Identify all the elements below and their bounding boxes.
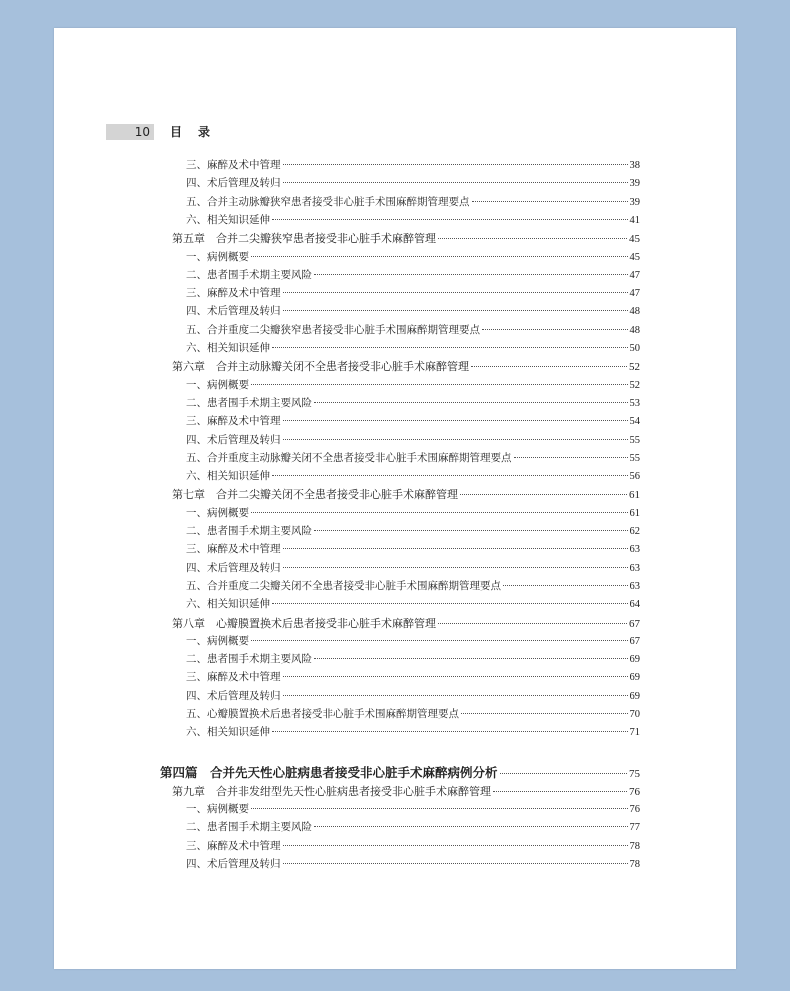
toc-entry-label: 第九章 合并非发绀型先天性心脏病患者接受非心脏手术麻醉管理 (172, 784, 491, 798)
toc-entry-label: 六、相关知识延伸 (186, 213, 270, 226)
toc-entry-page: 63 (629, 580, 640, 592)
toc-entry-page: 47 (629, 288, 640, 300)
toc-leader-dots (493, 791, 627, 792)
toc-entry-sec (186, 669, 640, 687)
toc-leader-dots (500, 773, 627, 774)
toc-entry-page: 53 (629, 397, 640, 409)
toc-entry-page: 56 (629, 471, 640, 483)
toc-leader-dots (272, 475, 628, 476)
toc-entry-page: 61 (629, 489, 640, 502)
toc-entry-label: 二、患者围手术期主要风险 (186, 525, 312, 537)
toc-entry-sec (186, 322, 640, 340)
toc-entry-sec (186, 856, 640, 874)
toc-leader-dots (471, 366, 627, 367)
toc-entry-label: 六、相关知识延伸 (186, 598, 270, 611)
toc-entry-sec (186, 541, 640, 559)
toc-entry-label: 三、麻醉及术中管理 (186, 415, 281, 428)
toc-leader-dots (251, 512, 628, 513)
toc-leader-dots (283, 164, 628, 165)
toc-entry-label: 一、病例概要 (186, 506, 249, 519)
toc-leader-dots (251, 256, 628, 257)
toc-entry-label: 一、病例概要 (186, 378, 249, 391)
toc-leader-dots (503, 585, 628, 586)
toc-entry-sec (186, 633, 640, 651)
toc-entry-label: 四、术后管理及转归 (186, 857, 281, 870)
toc-entry-label: 三、麻醉及术中管理 (186, 287, 281, 300)
toc-entry-label: 第四篇 合并先天性心脏病患者接受非心脏手术麻醉病例分析 (160, 764, 498, 780)
toc-entry-page: 77 (629, 822, 640, 834)
toc-entry-page: 78 (629, 840, 640, 852)
toc-entry-page: 67 (629, 635, 640, 647)
toc-entry-page: 63 (629, 544, 640, 556)
toc-entry-label: 第六章 合并主动脉瓣关闭不全患者接受非心脏手术麻醉管理 (172, 360, 469, 374)
toc-entry-sec (186, 706, 640, 724)
toc-entry-sec (186, 801, 640, 819)
toc-leader-dots (438, 623, 627, 624)
toc-entry-label: 三、麻醉及术中管理 (186, 543, 281, 556)
toc-entry-sec (186, 450, 640, 468)
toc-entry-label: 六、相关知识延伸 (186, 342, 270, 354)
toc-entry-chap (172, 783, 640, 801)
page-number: 10 (106, 124, 154, 140)
toc-leader-dots (272, 603, 628, 604)
toc-entry-part (160, 763, 640, 781)
toc-entry-page: 55 (629, 434, 640, 446)
toc-entry-page: 50 (629, 343, 640, 354)
toc-entry-label: 三、麻醉及术中管理 (186, 839, 281, 852)
toc-entry-label: 三、麻醉及术中管理 (186, 671, 281, 684)
toc-entry-page: 69 (629, 654, 640, 666)
toc-entry-page: 67 (629, 617, 640, 630)
toc-entry-label: 一、病例概要 (186, 634, 249, 647)
toc-entry-label: 六、相关知识延伸 (186, 470, 270, 483)
toc-entry-label: 第八章 心瓣膜置换术后患者接受非心脏手术麻醉管理 (172, 616, 436, 630)
toc-entry-chap (172, 230, 640, 248)
toc-entry-sec (186, 267, 640, 285)
toc-entry-page: 70 (629, 709, 640, 720)
toc-entry-page: 52 (629, 361, 640, 374)
toc-entry-sec (186, 468, 640, 486)
toc-leader-dots (283, 310, 628, 311)
toc-entry-label: 第七章 合并二尖瓣关闭不全患者接受非心脏手术麻醉管理 (172, 488, 458, 502)
toc-entry-page: 76 (629, 785, 640, 798)
toc-leader-dots (314, 826, 628, 827)
toc-entry-page: 41 (629, 214, 640, 226)
toc-leader-dots (461, 713, 628, 714)
toc-entry-page: 39 (629, 196, 640, 208)
toc-entry-label: 一、病例概要 (186, 250, 249, 263)
toc-entry-page: 71 (629, 727, 640, 739)
toc-leader-dots (514, 457, 628, 458)
toc-leader-dots (251, 808, 628, 809)
toc-entry-sec (186, 838, 640, 856)
toc-leader-dots (472, 201, 628, 202)
toc-entry-chap (172, 615, 640, 633)
toc-entry-page: 64 (629, 599, 640, 611)
toc-entry-sec (186, 724, 640, 742)
toc-entry-label: 四、术后管理及转归 (186, 689, 281, 702)
toc-leader-dots (272, 731, 628, 732)
toc-leader-dots (283, 548, 628, 549)
toc-entry-page: 62 (629, 526, 640, 537)
toc-leader-dots (438, 238, 627, 239)
toc-entry-label: 二、患者围手术期主要风险 (186, 268, 312, 281)
toc-leader-dots (251, 640, 628, 641)
toc-entry-page: 48 (629, 306, 640, 318)
toc-entry-page: 52 (629, 379, 640, 391)
toc-entry-page: 76 (629, 803, 640, 815)
toc-entry-page: 45 (629, 251, 640, 263)
toc-entry-label: 五、合并重度主动脉瓣关闭不全患者接受非心脏手术围麻醉期管理要点 (186, 451, 512, 464)
toc-entry-sec (186, 505, 640, 523)
toc-leader-dots (272, 347, 628, 348)
toc-entry-sec (186, 395, 640, 413)
toc-entry-label: 二、患者围手术期主要风险 (186, 653, 312, 666)
toc-entry-label: 五、合并主动脉瓣狭窄患者接受非心脏手术围麻醉期管理要点 (186, 195, 470, 208)
toc-leader-dots (314, 402, 628, 403)
toc-entry-sec (186, 285, 640, 303)
toc-entry-page: 55 (629, 452, 640, 464)
toc-leader-dots (251, 384, 628, 385)
toc-entry-page: 48 (629, 324, 640, 336)
toc-leader-dots (283, 676, 628, 677)
toc-entry-label: 二、患者围手术期主要风险 (186, 396, 312, 409)
toc-entry-label: 五、合并重度二尖瓣狭窄患者接受非心脏手术围麻醉期管理要点 (186, 323, 480, 336)
toc-entry-page: 39 (629, 178, 640, 190)
toc-entry-page: 75 (629, 767, 640, 780)
toc-entry-chap (172, 358, 640, 376)
header-title: 目录 (170, 125, 227, 139)
toc-leader-dots (482, 329, 628, 330)
toc-entry-page: 63 (629, 562, 640, 574)
toc-entry-page: 78 (629, 858, 640, 870)
toc-entry-page: 61 (629, 507, 640, 519)
toc-entry-label: 五、合并重度二尖瓣关闭不全患者接受非心脏手术围麻醉期管理要点 (186, 579, 501, 592)
page-header (106, 124, 686, 140)
toc-entry-sec (186, 819, 640, 837)
toc-entry-label: 四、术后管理及转归 (186, 433, 281, 446)
toc-leader-dots (283, 439, 628, 440)
toc-entry-sec (186, 688, 640, 706)
toc-entry-label: 五、心瓣膜置换术后患者接受非心脏手术围麻醉期管理要点 (186, 708, 459, 720)
toc-entry-label: 四、术后管理及转归 (186, 305, 281, 318)
toc-entry-label: 一、病例概要 (186, 802, 249, 815)
toc-entry-sec (186, 432, 640, 450)
toc-entry-page: 69 (629, 690, 640, 702)
toc-leader-dots (314, 530, 628, 531)
toc-entry-page: 54 (629, 416, 640, 428)
toc-entry-sec (186, 194, 640, 212)
toc-entry-sec (186, 523, 640, 541)
toc-entry-sec (186, 157, 640, 175)
toc-entry-label: 四、术后管理及转归 (186, 561, 281, 574)
toc-entry-label: 二、患者围手术期主要风险 (186, 821, 312, 834)
toc-leader-dots (283, 420, 628, 421)
toc-leader-dots (314, 274, 628, 275)
toc-entry-sec (186, 377, 640, 395)
toc-leader-dots (460, 494, 627, 495)
toc-entry-sec (186, 560, 640, 578)
toc-entry-page: 47 (629, 269, 640, 281)
toc-entry-sec (186, 175, 640, 193)
toc-leader-dots (283, 567, 628, 568)
toc-leader-dots (314, 658, 628, 659)
toc-entry-sec (186, 413, 640, 431)
toc-leader-dots (283, 292, 628, 293)
toc-entry-label: 四、术后管理及转归 (186, 177, 281, 190)
toc-entry-sec (186, 249, 640, 267)
toc-entry-chap (172, 486, 640, 504)
toc-entry-page: 69 (629, 672, 640, 684)
toc-leader-dots (283, 695, 628, 696)
toc-entry-sec (186, 578, 640, 596)
toc-entry-sec (186, 212, 640, 230)
toc-leader-dots (283, 863, 628, 864)
book-page (54, 28, 736, 969)
toc-entry-page: 45 (629, 233, 640, 246)
toc-entry-sec (186, 651, 640, 669)
toc-entry-sec (186, 596, 640, 614)
toc-entry-sec (186, 303, 640, 321)
toc-entry-sec (186, 340, 640, 358)
toc-leader-dots (283, 182, 628, 183)
toc-entry-page: 38 (629, 160, 640, 171)
toc-entry-label: 六、相关知识延伸 (186, 726, 270, 739)
toc-leader-dots (272, 219, 628, 220)
toc-entry-label: 第五章 合并二尖瓣狭窄患者接受非心脏手术麻醉管理 (172, 232, 436, 246)
toc-entry-label: 三、麻醉及术中管理 (186, 159, 281, 171)
toc-leader-dots (283, 845, 628, 846)
